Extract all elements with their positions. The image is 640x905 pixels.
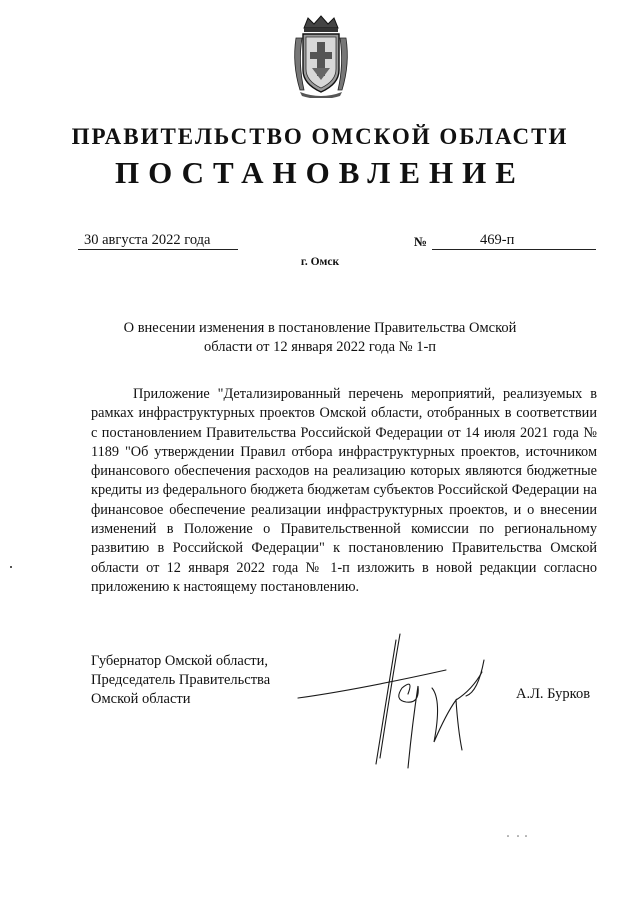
- scan-mark: [10, 566, 12, 568]
- position-line: Омской области: [91, 691, 191, 707]
- document-date: 30 августа 2022 года: [84, 232, 211, 248]
- body-paragraph: Приложение "Детализированный перечень мероприятий, реализуемых в рамках инфраструктурных проектов Омской области, отобранных в соответствии с постановлением Правительства Российской Федерации от 14 июля 2021 года № 1189 "Об утверждении Правил отбора инфраструктурных проектов, источником финансового обеспечения расходов на реализацию которых являются бюджетные кредиты из федерального бюджета бюджетам субъектов Российской Федерации на финансовое обеспечение реализации инфраструктурных проектов, и о внесении изменений в Положение о Правительственной комиссии по региональному развитию в Российской Федерации" к постановлению Правительства Омской области от 12 января 2022 года № 1-п изложить в новой редакции согласно приложению к настоящему постановлению.: [91, 386, 597, 595]
- date-underline: [78, 249, 238, 250]
- city-label: г. Омск: [300, 256, 340, 268]
- position-line: Губернатор Омской области,: [91, 653, 268, 669]
- signatory-position: [91, 652, 270, 709]
- document-type-title: ПОСТАНОВЛЕНИЕ: [115, 155, 525, 190]
- document-subject: О внесении изменения в постановление Правительства Омской области от 12 января 2022 года № 1-п: [123, 320, 517, 355]
- document-number: 469-п: [480, 232, 515, 248]
- document-body: [91, 385, 597, 597]
- number-sign: №: [414, 234, 428, 249]
- signatory-name: А.Л. Бурков: [516, 686, 591, 702]
- number-underline: [432, 249, 596, 250]
- organization-title: ПРАВИТЕЛЬСТВО ОМСКОЙ ОБЛАСТИ: [71, 124, 569, 149]
- scan-marks: [506, 834, 530, 838]
- handwritten-signature: [296, 630, 506, 770]
- position-line: Председатель Правительства: [91, 672, 271, 688]
- coat-of-arms-emblem: [290, 14, 352, 98]
